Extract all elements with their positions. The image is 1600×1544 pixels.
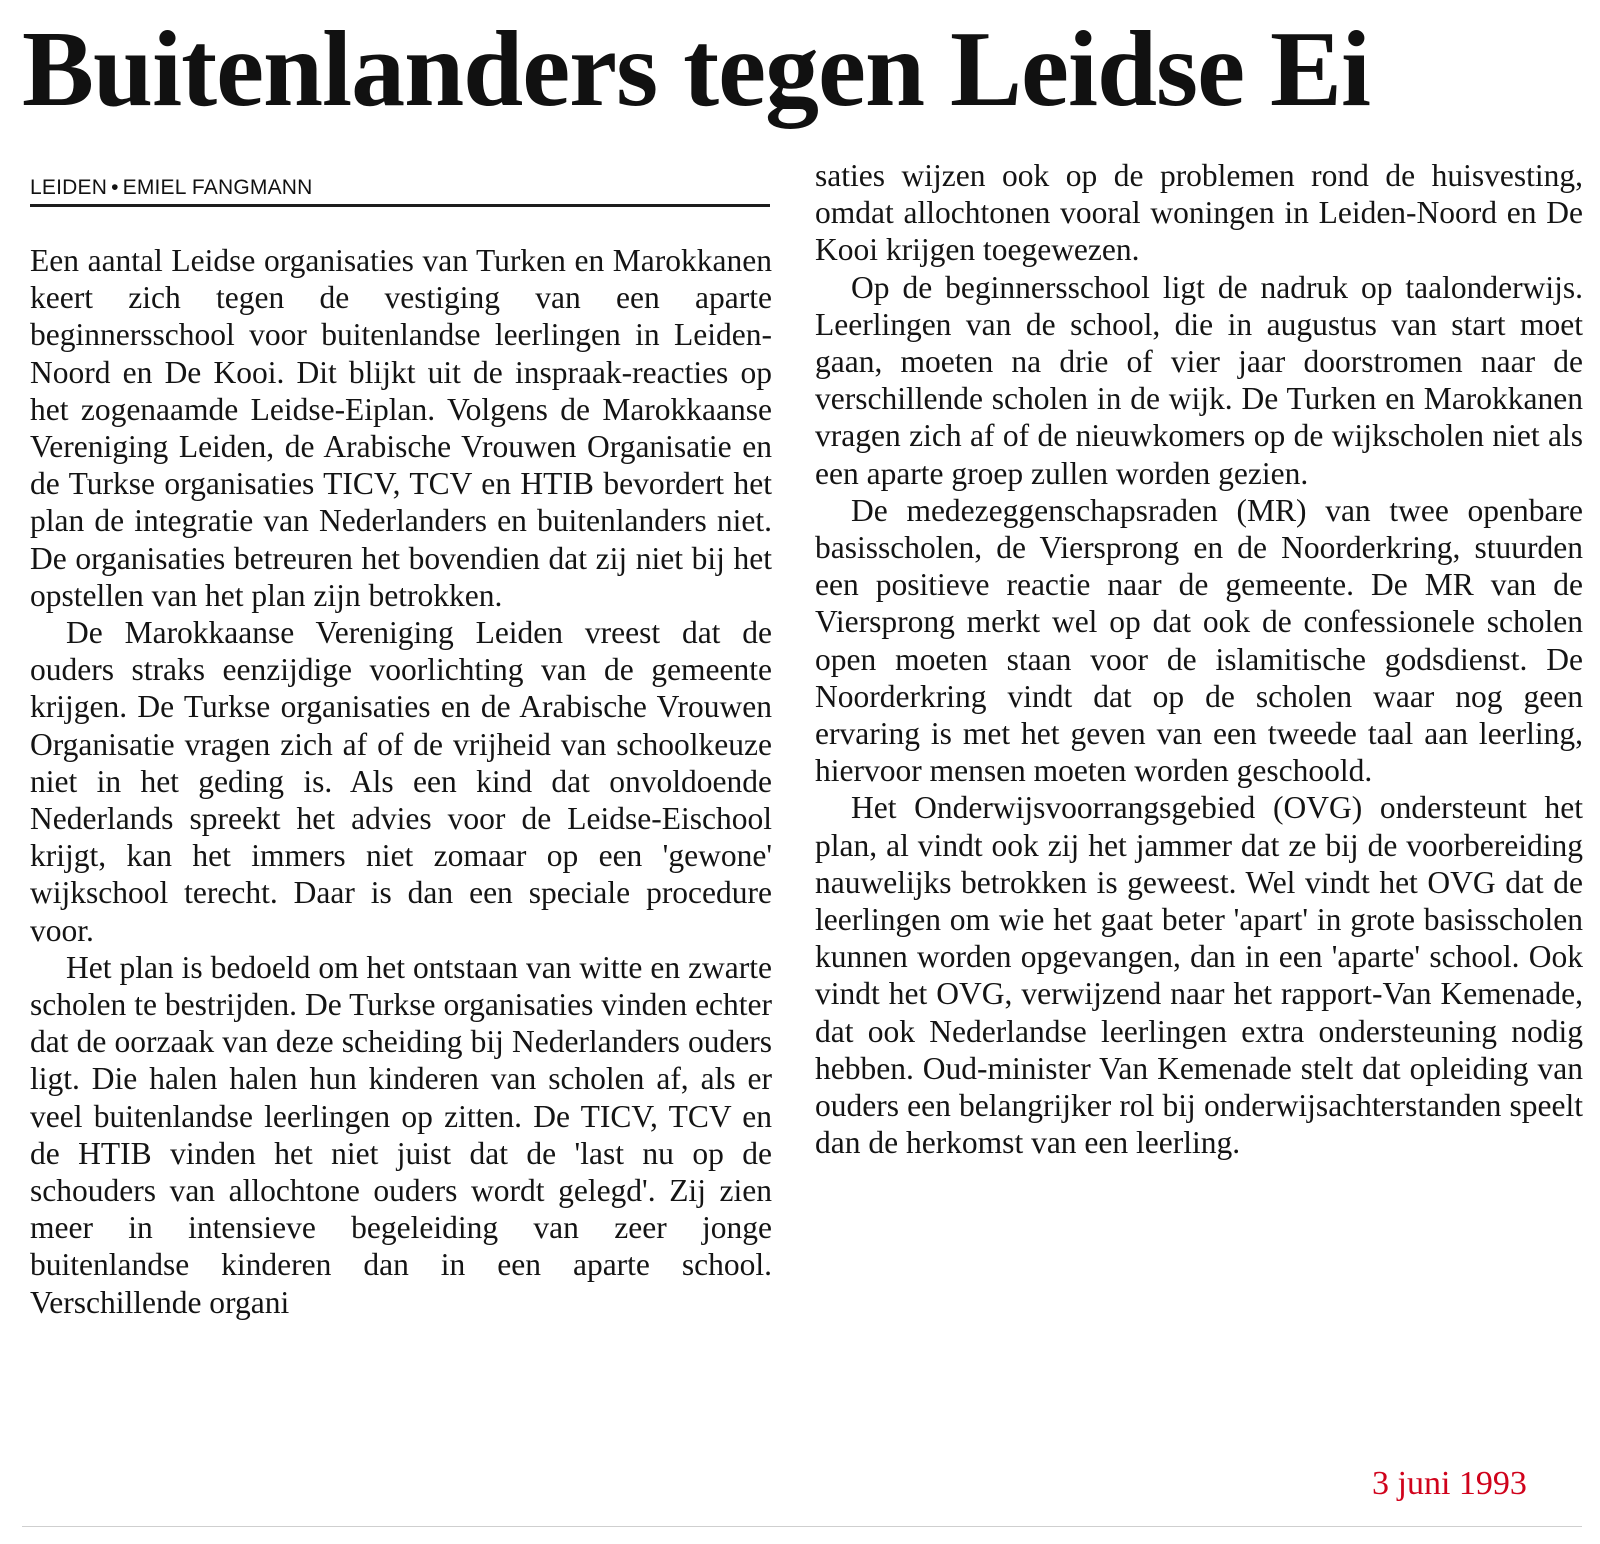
- byline-author: EMIEL FANGMANN: [122, 176, 313, 199]
- paragraph: Op de beginnersschool ligt de nadruk op taalonderwijs. Leerlingen van de school, die in augustus van start moet gaan, moeten na drie of vier jaar doorstromen naar de verschillende scholen in de wijk. De Turken en Marokkanen vragen zich af of de nieuwkomers op de wijkscholen niet als een aparte groep zullen worden gezien.: [815, 269, 1583, 491]
- paragraph: De Marokkaanse Vereniging Leiden vreest dat de ouders straks eenzijdige voorlichting van de gemeente krijgen. De Turkse organisaties en de Arabische Vrouwen Organisatie vragen zich af of de vrijheid van schoolkeuze niet in het geding is. Als een kind dat onvoldoende Nederlands spreekt het advies voor de Leidse-Eischool krijgt, kan het immers niet zomaar op een 'gewone' wijkschool terecht. Daar is dan een speciale procedure voor.: [30, 615, 772, 948]
- article-column-right: [815, 157, 1583, 1161]
- byline-location: LEIDEN: [30, 176, 108, 199]
- paragraph: Een aantal Leidse organisaties van Turken en Marokkanen keert zich tegen de vestiging van een aparte beginnersschool voor buitenlandse leerlingen in Leiden-Noord en De Kooi. Dit blijkt uit de inspraak-reacties op het zogenaamde Leidse-Eiplan. Volgens de Marokkaanse Vereniging Leiden, de Arabische Vrouwen Organisatie en de Turkse organisaties TICV, TCV en HTIB bevordert het plan de integratie van Nederlanders en buitenlanders niet. De organisaties betreuren het bovendien dat zij niet bij het opstellen van het plan zijn betrokken.: [30, 243, 772, 613]
- paragraph: Het plan is bedoeld om het ontstaan van witte en zwarte scholen te bestrijden. De Turkse organisaties vinden echter dat de oorzaak van deze scheiding bij Nederlanders ouders ligt. Die halen halen hun kinderen van scholen af, als er veel buitenlandse leerlingen op zitten. De TICV, TCV en de HTIB vinden het niet juist dat de 'last nu op de schouders van allochtone ouders wordt gelegd'. Zij zien meer in intensieve begeleiding van zeer jonge buitenlandse kinderen dan in een aparte school. Verschillende organi: [30, 949, 772, 1320]
- byline: [30, 176, 770, 207]
- paragraph: De medezeggenschapsraden (MR) van twee openbare basisscholen, de Viersprong en de Noorderkring, stuurden een positieve reactie naar de gemeente. De MR van de Viersprong merkt wel op dat ook de confessionele scholen open moeten staan voor de islamitische godsdienst. De Noorderkring vindt dat op de scholen waar nog geen ervaring is met het geven van een tweede taal aan leerling, hiervoor mensen moeten worden geschoold.: [815, 492, 1583, 789]
- paragraph: saties wijzen ook op de problemen rond de huisvesting, omdat allochtonen vooral woningen in Leiden-Noord en De Kooi krijgen toegewezen.: [815, 158, 1583, 268]
- date-stamp: 3 juni 1993: [1372, 1465, 1527, 1502]
- clipping-bottom-edge: [22, 1526, 1582, 1527]
- headline: Buitenlanders tegen Leidse Ei: [22, 10, 1371, 129]
- byline-separator: •: [111, 176, 119, 199]
- article-column-left: [30, 242, 772, 1321]
- paragraph: Het Onderwijsvoorrangsgebied (OVG) ondersteunt het plan, al vindt ook zij het jammer dat ze bij de voorbereiding nauwelijks betrokken is geweest. Wel vindt het OVG dat de leerlingen om wie het gaat beter 'apart' in grote basisscholen kunnen worden opgevangen, dan in een 'aparte' school. Ook vindt het OVG, verwijzend naar het rapport-Van Kemenade, dat ook Nederlandse leerlingen extra ondersteuning nodig hebben. Oud-minister Van Kemenade stelt dat opleiding van ouders een belangrijker rol bij onderwijsachterstanden speelt dan de herkomst van een leerling.: [815, 790, 1583, 1161]
